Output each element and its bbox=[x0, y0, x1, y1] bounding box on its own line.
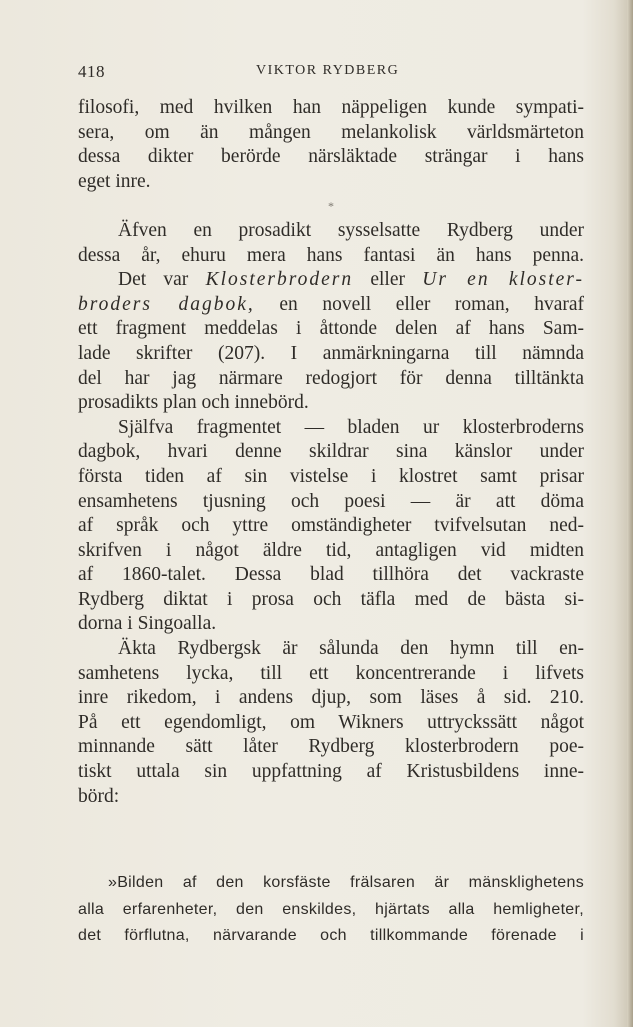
quote-line: alla erfarenheter, den enskildes, hjärtats alla hemligheter, bbox=[78, 900, 584, 918]
text-line: dagbok, hvari denne skildrar sina känslor under bbox=[78, 441, 584, 463]
text-line: minnande sätt låter Rydberg klosterbrodern poe- bbox=[78, 736, 584, 758]
text-line-with-title bbox=[78, 293, 584, 318]
text-line: första tiden af sin vistelse i klostret samt prisar bbox=[78, 465, 584, 487]
text-line: filosofi, med hvilken han näppeligen kunde sympati- bbox=[78, 97, 584, 118]
page-number: 418 bbox=[78, 62, 105, 81]
text-line: ensamhetens tjusning och poesi — är att döma bbox=[78, 490, 584, 512]
text-line: På ett egendomligt, om Wikners uttryckssätt något bbox=[78, 711, 584, 733]
text-line: eget inre. bbox=[78, 170, 151, 192]
text-line: dessa år, ehuru mera hans fantasi än hans penna. bbox=[78, 244, 584, 266]
text-line: af språk och yttre omständigheter tvifvelsutan ned- bbox=[78, 515, 584, 537]
text-line: samhetens lycka, till ett koncentrerande i lifvets bbox=[78, 662, 584, 684]
work-title-klosterbrodern: Klosterbrodern bbox=[205, 269, 354, 291]
text-line: Äkta Rydbergsk är sålunda den hymn till en- bbox=[118, 638, 584, 660]
text-line: dessa dikter berörde närsläktade strängar i hans bbox=[78, 146, 584, 168]
page-header bbox=[78, 62, 584, 82]
text-fragment: eller bbox=[370, 269, 405, 291]
page-edge-shadow bbox=[627, 0, 633, 1027]
section-divider-asterisk: * bbox=[328, 199, 334, 214]
text-line: inre rikedom, i andens djup, som läses å sid. 210. bbox=[78, 687, 584, 709]
text-line: ett fragment meddelas i åttonde delen af hans Sam- bbox=[78, 318, 584, 340]
block-quote bbox=[78, 870, 584, 950]
text-line: lade skrifter (207). I anmärkningarna till nämnda bbox=[78, 342, 584, 364]
text-line: börd: bbox=[78, 785, 120, 807]
text-line: del har jag närmare redogjort för denna tilltänkta bbox=[78, 367, 584, 389]
text-line: af 1860-talet. Dessa blad tillhöra det vackraste bbox=[78, 564, 584, 586]
text-line: dorna i Singoalla. bbox=[78, 613, 217, 635]
work-title-ur-en-klosterbroders: Ur en kloster- bbox=[422, 269, 584, 291]
running-head: VIKTOR RYDBERG bbox=[256, 63, 400, 78]
work-title-broders-dagbok: broders dagbok, bbox=[78, 293, 255, 315]
text-line: Själfva fragmentet — bladen ur klosterbroderns bbox=[118, 416, 584, 438]
text-line: Rydberg diktat i prosa och täfla med de bästa si- bbox=[78, 588, 584, 610]
text-fragment: en novell eller roman, hvaraf bbox=[279, 293, 585, 315]
text-line-with-title bbox=[78, 268, 584, 293]
text-fragment: Det var bbox=[118, 269, 189, 291]
quote-line: »Bilden af den korsfäste frälsaren är mänsklighetens bbox=[108, 874, 584, 891]
text-line: skrifven i något äldre tid, antagligen vid midten bbox=[78, 539, 584, 561]
text-line: tiskt uttala sin uppfattning af Kristusbildens inne- bbox=[78, 761, 584, 783]
body-text bbox=[78, 96, 584, 809]
quote-line: det förflutna, närvarande och tillkommande förenade i bbox=[78, 927, 584, 944]
text-line: sera, om än mången melankolisk världsmärteton bbox=[78, 121, 584, 143]
text-line: Äfven en prosadikt sysselsatte Rydberg under bbox=[118, 219, 584, 241]
text-line: prosadikts plan och innebörd. bbox=[78, 392, 309, 414]
